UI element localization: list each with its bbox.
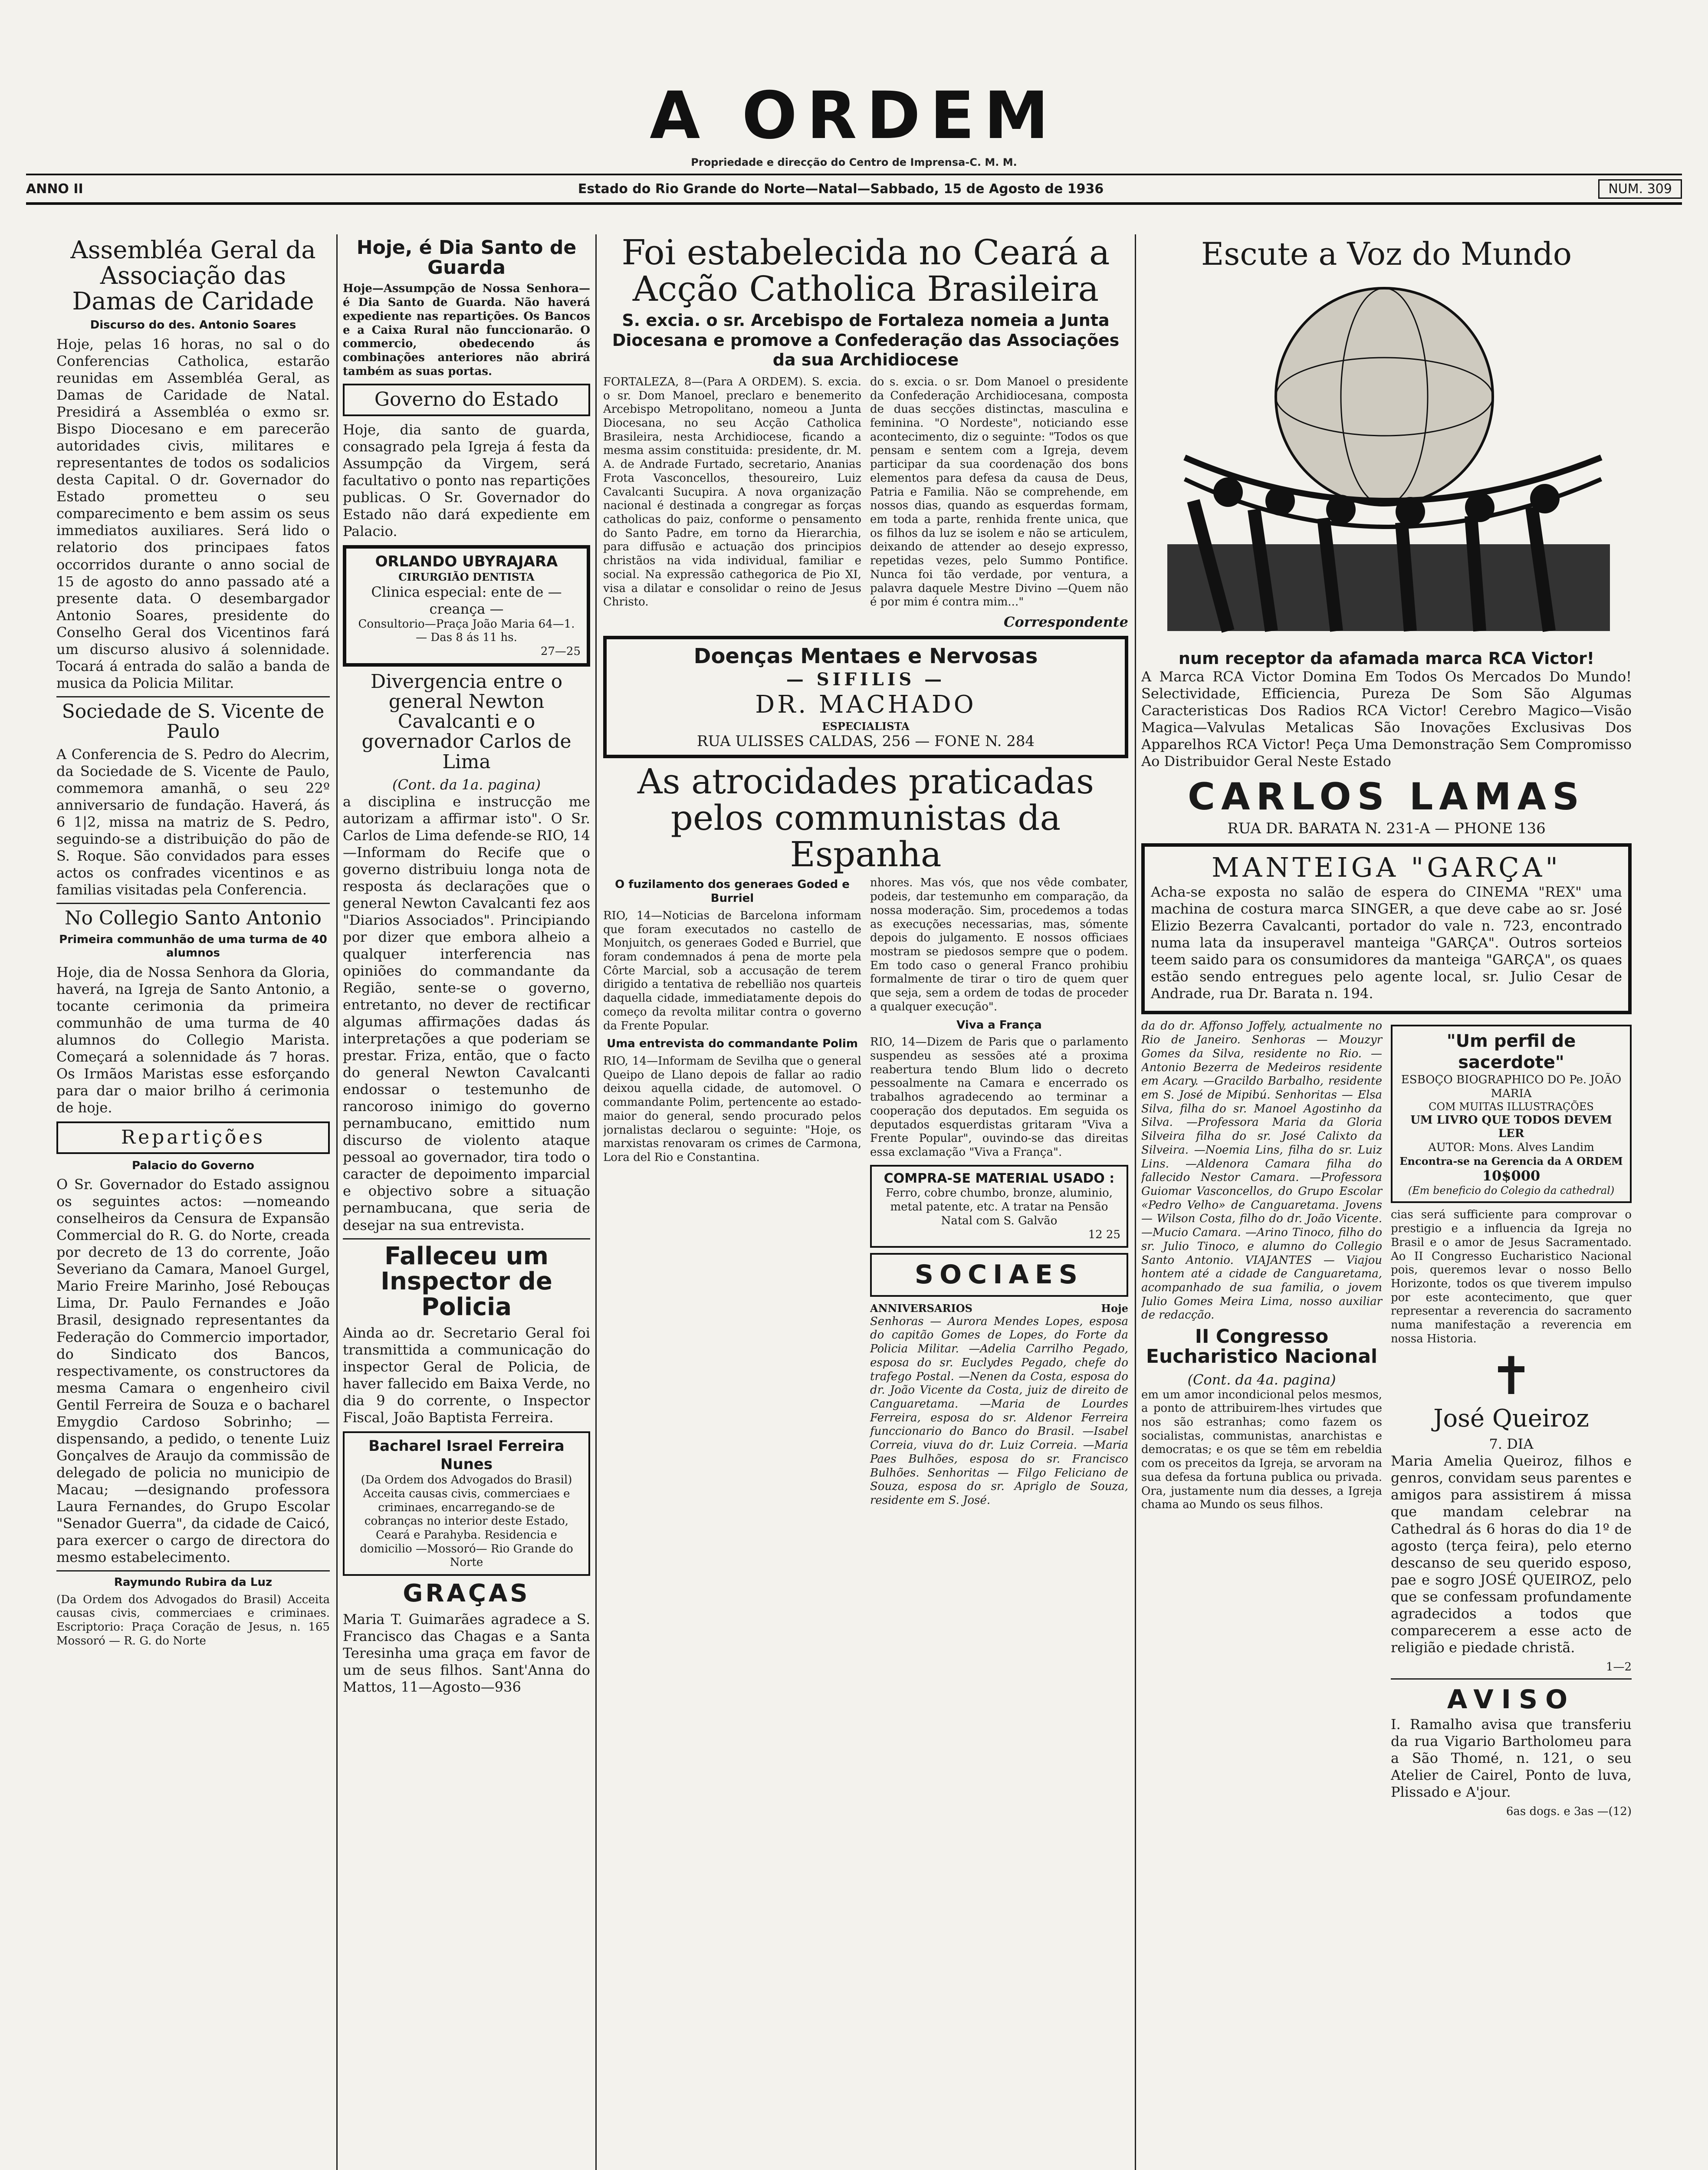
subhead-anniversarios: ANNIVERSARIOS <box>870 1302 972 1315</box>
column-1 <box>56 234 330 2170</box>
ad-perfil-book: UM LIVRO QUE TODOS DEVEM LER <box>1410 1113 1612 1141</box>
ad-orlando-code: 27—25 <box>540 645 581 658</box>
headline-accao-catholica: Foi estabelecida no Ceará a Acção Catholica Brasileira <box>621 234 1110 309</box>
ad-manteiga-body: Acha-se exposta no salão de espera do CINEMA "REX" uma machina de costura marca SINGER, a que deve cabe ao sr. José Elizio Bezerra Cavalcanti, portador do vale n. 723, encontrado numa lata da insuperavel manteiga "GARÇA". Outros sorteios teem saido para os consumidores da manteiga "GARÇA", os quaes estão sendo entregues pelo agente local, sr. Julio Cesar de Andrade, rua Dr. Barata n. 194. <box>1151 884 1622 1002</box>
article-congresso-right: cias será sufficiente para comprovar o prestigio e a influencia da Igreja no Brasil e o amor de Jesus Sacramentado. Ao II Congresso Eucharistico Nacional pois, queremos levar o nosso Bello Horizonte, todos os que tiverem impulso por este acontecimento, que quer representar a reverencia do sacramento numa manifestação a reverencia em nossa Historia. <box>1391 1208 1632 1345</box>
carlos-lamas-addr: RUA DR. BARATA N. 231-A — PHONE 136 <box>1227 820 1546 838</box>
ad-compra-code: 12 25 <box>1088 1228 1120 1241</box>
subhead-communhao: Primeira communhão de uma turma de 40 alumnos <box>59 933 327 960</box>
obituary-name: José Queiroz <box>1433 1404 1589 1433</box>
aviso-code: 6as dogs. e 3as —(12) <box>1506 1805 1632 1818</box>
article-fuzilamento: RIO, 14—Noticias de Barcelona informam que foram executados no castello de Monjuitch, os generaes Goded e Burriel, que foram condemnados á pena de morte pela Côrte Marcial, sob a accusação de terem dirigido a tentativa de rebellião nos quarteis daquella cidade, immediatamente depois do começo da revolta militar contra o governo da Frente Popular. <box>603 909 861 1032</box>
ad-perfil-sub: ESBOÇO BIOGRAPHICO DO Pe. JOÃO MARIA <box>1401 1073 1622 1100</box>
divider <box>56 903 330 904</box>
column-3 <box>603 234 1128 2170</box>
ad-perfil-price: 10$000 <box>1482 1167 1540 1184</box>
ad-perfil-order: Encontra-se na Gerencia da A ORDEM <box>1399 1154 1623 1167</box>
column-rule <box>336 234 338 2170</box>
ad-israel <box>343 1431 590 1576</box>
ad-perfil-author: AUTOR: Mons. Alves Landim <box>1428 1141 1594 1154</box>
article-dia-santo: Hoje—Assumpção de Nossa Senhora—é Dia Santo de Guarda. Não haverá expediente nas repartições. Os Bancos e a Caixa Rural não funccionarão. O commercio, obedecendo ás combinações anteriores não abrirá também as suas portas. <box>343 282 590 378</box>
ad-perfil-note: (Em beneficio do Colegio da cathedral) <box>1408 1184 1615 1197</box>
obituary-days: 7. DIA <box>1489 1436 1534 1453</box>
column-4-lower <box>1141 1019 1632 1818</box>
ad-orlando-role: CIRURGIÃO DENTISTA <box>398 571 535 584</box>
headline-assemblea: Assembléa Geral da Associação das Damas de Caridade <box>70 236 316 316</box>
obituary-body: Maria Amelia Queiroz, filhos e genros, convidam seus parentes e amigos para assistirem á missa que mandam celebrar na Cathedral ás 6 horas do dia 1º de agosto (terça feira), pelo eterno descanso de seu querido esposo, pae e sogro JOSÉ QUEIROZ, pelo que se confessam profundamente agradecidos a todos que comparecerem a esse acto de religião e piedade christã. <box>1391 1453 1632 1656</box>
divider <box>56 1570 330 1572</box>
article-falleceu: Ainda ao dr. Secretario Geral foi transmittida a communicação do inspector Geral de Policia, de haver fallecido em Baixa Verde, no dia 9 do corrente, o Inspector Fiscal, João Baptista Ferreira. <box>343 1324 590 1426</box>
ad-compra <box>870 1165 1128 1248</box>
ad-perfil-title: "Um perfil de sacerdote" <box>1446 1031 1576 1073</box>
ad-perfil <box>1391 1025 1632 1203</box>
ad-doencas-addr: RUA ULISSES CALDAS, 256 — FONE N. 284 <box>696 732 1035 750</box>
ad-raymundo-body: (Da Ordem dos Advogados do Brasil) Acceita causas civis, commerciaes e criminaes. Escriptorio: Praça Coração de Jesus, n. 165 Mossoró — R. G. do Norte <box>56 1593 330 1647</box>
ownership-line: Propriedade e direcção do Centro de Imprensa-C. M. M. <box>691 156 1017 168</box>
cross-icon: ✝ <box>1489 1346 1533 1407</box>
ad-compra-title: COMPRA-SE MATERIAL USADO : <box>884 1170 1115 1186</box>
ad-doencas-doctor: DR. MACHADO <box>755 690 976 719</box>
headline-aviso: AVISO <box>1447 1684 1576 1715</box>
signature-correspondente: Correspondente <box>1003 614 1128 630</box>
article-atrocidades-cont: nhores. Mas vós, que nos vêde combater, podeis, dar testemunho em comparação, da nossa moderação. Sim, procedemos a todas as execuções necessarias, mas, sómente depois do julgamento. E nossos officiaes mostram se piedosos sempre que o podem. Em todo caso o general Franco prohibiu formalmente de tirar o tiro de quem quer que seja, sem a ordem de todas de proceder a qualquer execução". <box>870 876 1128 1013</box>
subhead-viva-franca: Viva a França <box>956 1018 1042 1032</box>
divider <box>1391 1678 1632 1680</box>
ad-manteiga <box>1141 843 1632 1015</box>
year-label: ANNO II <box>26 181 83 197</box>
subhead-hoje: Hoje <box>1101 1302 1128 1315</box>
article-accao-catholica <box>603 375 1128 631</box>
ad-compra-body: Ferro, cobre chumbo, bronze, aluminio, metal patente, etc. A tratar na Pensão Natal com S. Galvão <box>885 1187 1113 1227</box>
ad-doencas <box>603 636 1128 758</box>
headline-dia-santo: Hoje, é Dia Santo de Guarda <box>356 237 577 279</box>
ad-raymundo-title: Raymundo Rubira da Luz <box>114 1575 273 1589</box>
subhead-congresso: (Cont. da 4a. pagina) <box>1187 1371 1336 1388</box>
sociaes-subheads <box>870 1302 1128 1315</box>
divider <box>56 696 330 697</box>
ad-israel-name: Bacharel Israel Ferreira Nunes <box>368 1437 565 1473</box>
headline-falleceu: Falleceu um Inspector de Policia <box>381 1242 552 1322</box>
headline-divergencia: Divergencia entre o general Newton Cavalcanti e o governador Carlos de Lima <box>361 670 572 773</box>
ad-doencas-spec: ESPECIALISTA <box>822 720 910 733</box>
headline-sociaes: SOCIAES <box>870 1253 1128 1297</box>
headline-gracas: GRAÇAS <box>403 1579 530 1608</box>
column-2 <box>343 234 590 2170</box>
article-congresso: em um amor incondicional pelos mesmos, a ponto de attribuirem-lhes virtudes que nos são estranhas; como fazem os socialistas, communistas, anarchistas e democratas; e os que se têm em rebeldia com os preceitos da Igreja, se arvoram na sua defesa da fortuna publica ou privada. Ora, justamente num dia desses, a Igreja chama ao Mundo os seus filhos. <box>1141 1388 1382 1512</box>
headline-voz-do-mundo: Escute a Voz do Mundo <box>1201 236 1572 272</box>
article-atrocidades <box>603 876 1128 1512</box>
ad-israel-body: (Da Ordem dos Advogados do Brasil) Acceita causas civis, commerciaes e criminaes, encarregando-se de cobranças no interior deste Estado, Ceará e Parahyba. Residencia e domicilio —Mossoró— Rio Grande do Norte <box>360 1473 573 1569</box>
place-date: Estado do Rio Grande do Norte—Natal—Sabbado, 15 de Agosto de 1936 <box>578 181 1104 197</box>
article-viva-franca: RIO, 14—Dizem de Paris que o parlamento suspendeu as sessões até a proxima reabertura tendo Blum lido o decreto pessoalmente na Camara e encerrado os trabalhos agradecendo ao terminar a cooperação dos deputados. Em seguida os deputados esquerdistas gritaram "Viva a Frente Popular", ouvindo-se das direitas essa exclamação "Viva a França". <box>870 1036 1128 1159</box>
ad-manteiga-title: MANTEIGA "GARÇA" <box>1212 851 1561 883</box>
ad-doencas-sub: — SIFILIS — <box>786 669 946 690</box>
obituary-code: 1—2 <box>1606 1660 1632 1674</box>
article-accao-right: do s. excia. o sr. Dom Manoel o presidente da Confederação Archidiocesana, composta de duas secções distinctas, masculina e feminina. "O Nordeste", noticiando esse acontecimento, diz o seguinte: "Todos os que pensam e sentem com a Igreja, devem participar da sua coordenação dos bons elementos para defesa da causa de Deus, Patria e Familia. Não se comprehende, em nossos dias, quando as esquerdas formam, em toda a parte, renhida frente unica, que os filhos da luz se isolem e não se articulem, deixando de attender ao desejo expresso, repetidas vezes, pelo Summo Pontifice. Nunca foi tão verdade, por ventura, a palavra daquele Mestre Divino —Quem não é por mim é contra mim..." <box>870 375 1128 609</box>
headline-atrocidades: As atrocidades praticadas pelos communistas da Espanha <box>637 761 1094 875</box>
headline-congresso: II Congresso Eucharistico Nacional <box>1146 1325 1378 1368</box>
column-4 <box>1141 234 1632 2170</box>
headline-sociedade: Sociedade de S. Vicente de Paulo <box>62 700 325 743</box>
article-sociaes-cont: da do dr. Affonso Joffely, actualmente no Rio de Janeiro. Senhoras — Mouzyr Gomes da Silva, residente no Rio. —Antonio Bezerra de Medeiros residente em Acary. —Gracildo Barbalho, residente em S. José de Mipibú. Senhoritas — Elsa Silva, filha do sr. Manoel Agostinho da Silva. —Professora Maria da Gloria Silveira filha do sr. José Calixto da Silveira. —Noemia Lins, filha do sr. Luiz Lins. —Aldenora Camara filha do fallecido Nestor Camara. —Professora Guiomar Vasconcellos, do Grupo Escolar «Pedro Velho» de Canguaretama. Jovens — Wilson Costa, filho do dr. João Vicente. —Mucio Camara. —Arino Tinoco, filho do sr. Julio Tinoco, e alumno do Collegio Santo Antonio. VIAJANTES — Viajou hontem até a cidade de Canguaretama, acompanhado de sua familia, o jovem Julio Gomes Meira Lima, nosso auxiliar de redacção. <box>1141 1019 1382 1322</box>
divider <box>343 1238 590 1240</box>
article-governo: Hoje, dia santo de guarda, consagrado pela Igreja á festa da Assumpção da Virgem, será facultativo o ponto nas repartições publicas. O Sr. Governador do Estado não dará expediente em Palacio. <box>343 421 590 539</box>
headline-collegio: No Collegio Santo Antonio <box>64 907 322 930</box>
subhead-palacio: Palacio do Governo <box>131 1159 255 1172</box>
column-rule <box>1135 234 1136 2170</box>
column-rule <box>595 234 597 2170</box>
article-palacio: O Sr. Governador do Estado assignou os seguintes actos: —nomeando conselheiros da Censura de Expansão Commercial do R. G. do Norte, creada por decreto de 13 do corrente, João Severiano da Camara, Manoel Gurgel, Mario Freire Marinho, José Rebouças Lima, Dr. Paulo Fernandes e João Brasil, designado representantes da Federação do Commercio importador, do Sindicato dos Bancos, respectivamente, os constructores da mesma Camara o engenheiro civil Gentil Ferreira de Souza e o bacharel Emygdio Cardoso Sobrinho; —dispensando, a pedido, o tenente Luiz Gonçalves de Araujo da commissão de delegado de policia no municipio de Macau; —designando professora Laura Fernandes, do Grupo Escolar "Senador Guerra", da cidade de Caicó, para exercer o cargo de directora do mesmo estabelecimento. <box>56 1176 330 1565</box>
article-sociaes: Senhoras — Aurora Mendes Lopes, esposa do capitão Gomes de Lopes, do Forte da Policia Militar. —Adelia Carrilho Pegado, esposa do sr. Euclydes Pegado, chefe do trafego Postal. —Nenen da Costa, esposa do dr. João Vicente da Costa, juiz de direito de Canguaretama. —Maria de Lourdes Ferreira, esposa do sr. Aldenor Ferreira funccionario do Banco do Brasil. —Isabel Correia, viuva do dr. Luiz Correia. —Maria Paes Bulhões, esposa do sr. Francisco Bulhões. Senhoritas — Filgo Feliciano de Souza, esposa do sr. Apriglo de Souza, residente em S. José. <box>870 1315 1128 1507</box>
rca-caption: num receptor da afamada marca RCA Victor! <box>1178 648 1595 668</box>
ad-orlando-line1: Clinica especial: ente de — creança — <box>371 583 562 617</box>
article-gracas: Maria T. Guimarães agradece a S. Francisco das Chagas e a Santa Teresinha uma graça em favor de um de seus filhos. Sant'Anna do Mattos, 11—Agosto—936 <box>343 1611 590 1696</box>
globe-parade-illustration <box>1141 275 1632 648</box>
subhead-polim: Uma entrevista do commandante Polim <box>607 1037 858 1051</box>
ad-perfil-ill: COM MUITAS ILLUSTRAÇÕES <box>1429 1101 1594 1113</box>
article-collegio: Hoje, dia de Nossa Senhora da Gloria, haverá, na Igreja de Santo Antonio, a tocante cerimonia da primeira communhão de uma turma de 40 alumnos do Collegio Marista. Começará a solennidade ás 7 horas. Os Irmãos Maristas esse esforçando para dar o maior brilho á cerimonia de hoje. <box>56 964 330 1116</box>
issue-number: NUM. 309 <box>1598 179 1682 199</box>
article-polim: RIO, 14—Informam de Sevilha que o general Queipo de Llano depois de fallar ao radio deixou aquella cidade, de automovel. O commandante Polim, pertencente ao estado-maior do general, sendo procurado pelos jornalistas declarou o seguinte: "Hoje, os marxistas renovaram os crimes de Carmona, Lora del Rio e Constantina. <box>603 1055 861 1164</box>
aviso-body: I. Ramalho avisa que transferiu da rua Vigario Bartholomeu para a São Thomé, n. 121, o seu Atelier de Cairel, Ponto de luva, Plissado e A'jour. <box>1391 1716 1632 1800</box>
governo-box: Governo do Estado <box>343 384 590 416</box>
subhead-fuzilamento: O fuzilamento dos generaes Goded e Burriel <box>615 878 850 905</box>
masthead <box>0 78 1708 168</box>
carlos-lamas-name: CARLOS LAMAS <box>1187 775 1586 819</box>
article-divergencia: a disciplina e instrucção me autorizam a affirmar isto". O Sr. Carlos de Lima defende-se RIO, 14—Informam do Recife que o governo distribuiu longa nota de resposta ás declarações que o general Newton Cavalcanti fez aos "Diarios Associados". Principiando por dizer que embora alheio a qualquer interferencia nas opiniões do commandante da Região, sente-se o governo, entretanto, no dever de rectificar algumas affirmações dadas ás interpretações a que poderiam se prestar. Friza, então, que o facto do general Newton Cavalcanti endossar o testemunho de rancoroso inimigo do governo pernambucano, emittido num discurso de violento ataque pessoal ao governador, tira todo o caracter de depoimento imparcial e objectivo sobre a situação pernambucana, que seria de desejar na sua entrevista. <box>343 793 590 1233</box>
ad-orlando <box>343 545 590 667</box>
dateline <box>26 174 1682 205</box>
newspaper-title: A ORDEM <box>650 78 1058 154</box>
rca-body: A Marca RCA Victor Domina Em Todos Os Mercados Do Mundo! Selectividade, Efficiencia, Pureza De Som São Algumas Caracteristicas Dos Radios RCA Victor! Cerebro Magico—Visão Magica—Valvulas Metalicas São Inovações Exclusivas Dos Apparelhos RCA Victor! Peça Uma Demonstração Sem Compromisso Ao Distribuidor Geral Neste Estado <box>1141 668 1632 770</box>
ad-orlando-line2: Consultorio—Praça João Maria 64—1. — Das 8 ás 11 hs. <box>358 617 575 644</box>
ad-orlando-name: ORLANDO UBYRAJARA <box>375 552 558 570</box>
article-sociedade: A Conferencia de S. Pedro do Alecrim, da Sociedade de S. Vicente de Paulo, commemora amanhã, o seu 22º anniversario de fundação. Haverá, ás 6 1|2, missa na matriz de S. Pedro, seguindo-se a distribuição do pão de S. Roque. São convidados para esses actos os confrades vicentinos e as familias visitadas pela Conferencia. <box>56 746 330 898</box>
subhead-cont: (Cont. da 1a. pagina) <box>392 776 541 793</box>
ad-doencas-title: Doenças Mentaes e Nervosas <box>693 644 1038 669</box>
subhead-accao-catholica: S. excia. o sr. Arcebispo de Fortaleza nomeia a Junta Diocesana e promove a Confederação das Associações da sua Archidiocese <box>612 311 1120 370</box>
subhead-discurso: Discurso do des. Antonio Soares <box>90 319 296 332</box>
article-accao-left: FORTALEZA, 8—(Para A ORDEM). S. excia. o sr. Dom Manoel, preclaro e benemerito Arcebispo Metropolitano, nomeou a Junta Diocesana, no seu Acção Catholica Brasileira, nesta Archidiocese, ficando a mesma assim constituida: presidente, dr. M. A. de Andrade Furtado, secretario, Ananias Frota Vasconcellos, thesoureiro, Luiz Cavalcanti Sucupira. A nova organização nacional é destinada a congregar as forças catholicas do paiz, conforme o pensamento do Santo Padre, em torno da Hierarchia, para diffusão e actuação dos principios christãos na vida individual, familiar e social. Na expressão cathegorica de Pio XI, visa a dilatar e consolidar o reino de Jesus Christo. <box>603 375 861 609</box>
reparticoes-box: Repartições <box>56 1121 330 1154</box>
article-assemblea: Hoje, pelas 16 horas, no sal o do Conferencias Catholica, estarão reunidas em Assembléa Geral, as Damas de Caridade de Natal. Presidirá a Assembléa o exmo sr. Bispo Diocesano e em parecerão autoridades civis, militares e representantes de todos os sodalicios desta Capital. O dr. Governador do Estado prometteu o seu comparecimento e bem assim os seus immediatos auxiliares. Será lido o relatorio dos principaes fatos occorridos durante o anno social de 15 de agosto do anno passado até a presente data. O desembargador Antonio Soares, presidente do Conselho Geral dos Vicentinos fará um discurso alusivo á solennidade. Tocará á entrada do salão a banda de musica da Policia Militar. <box>56 336 330 691</box>
